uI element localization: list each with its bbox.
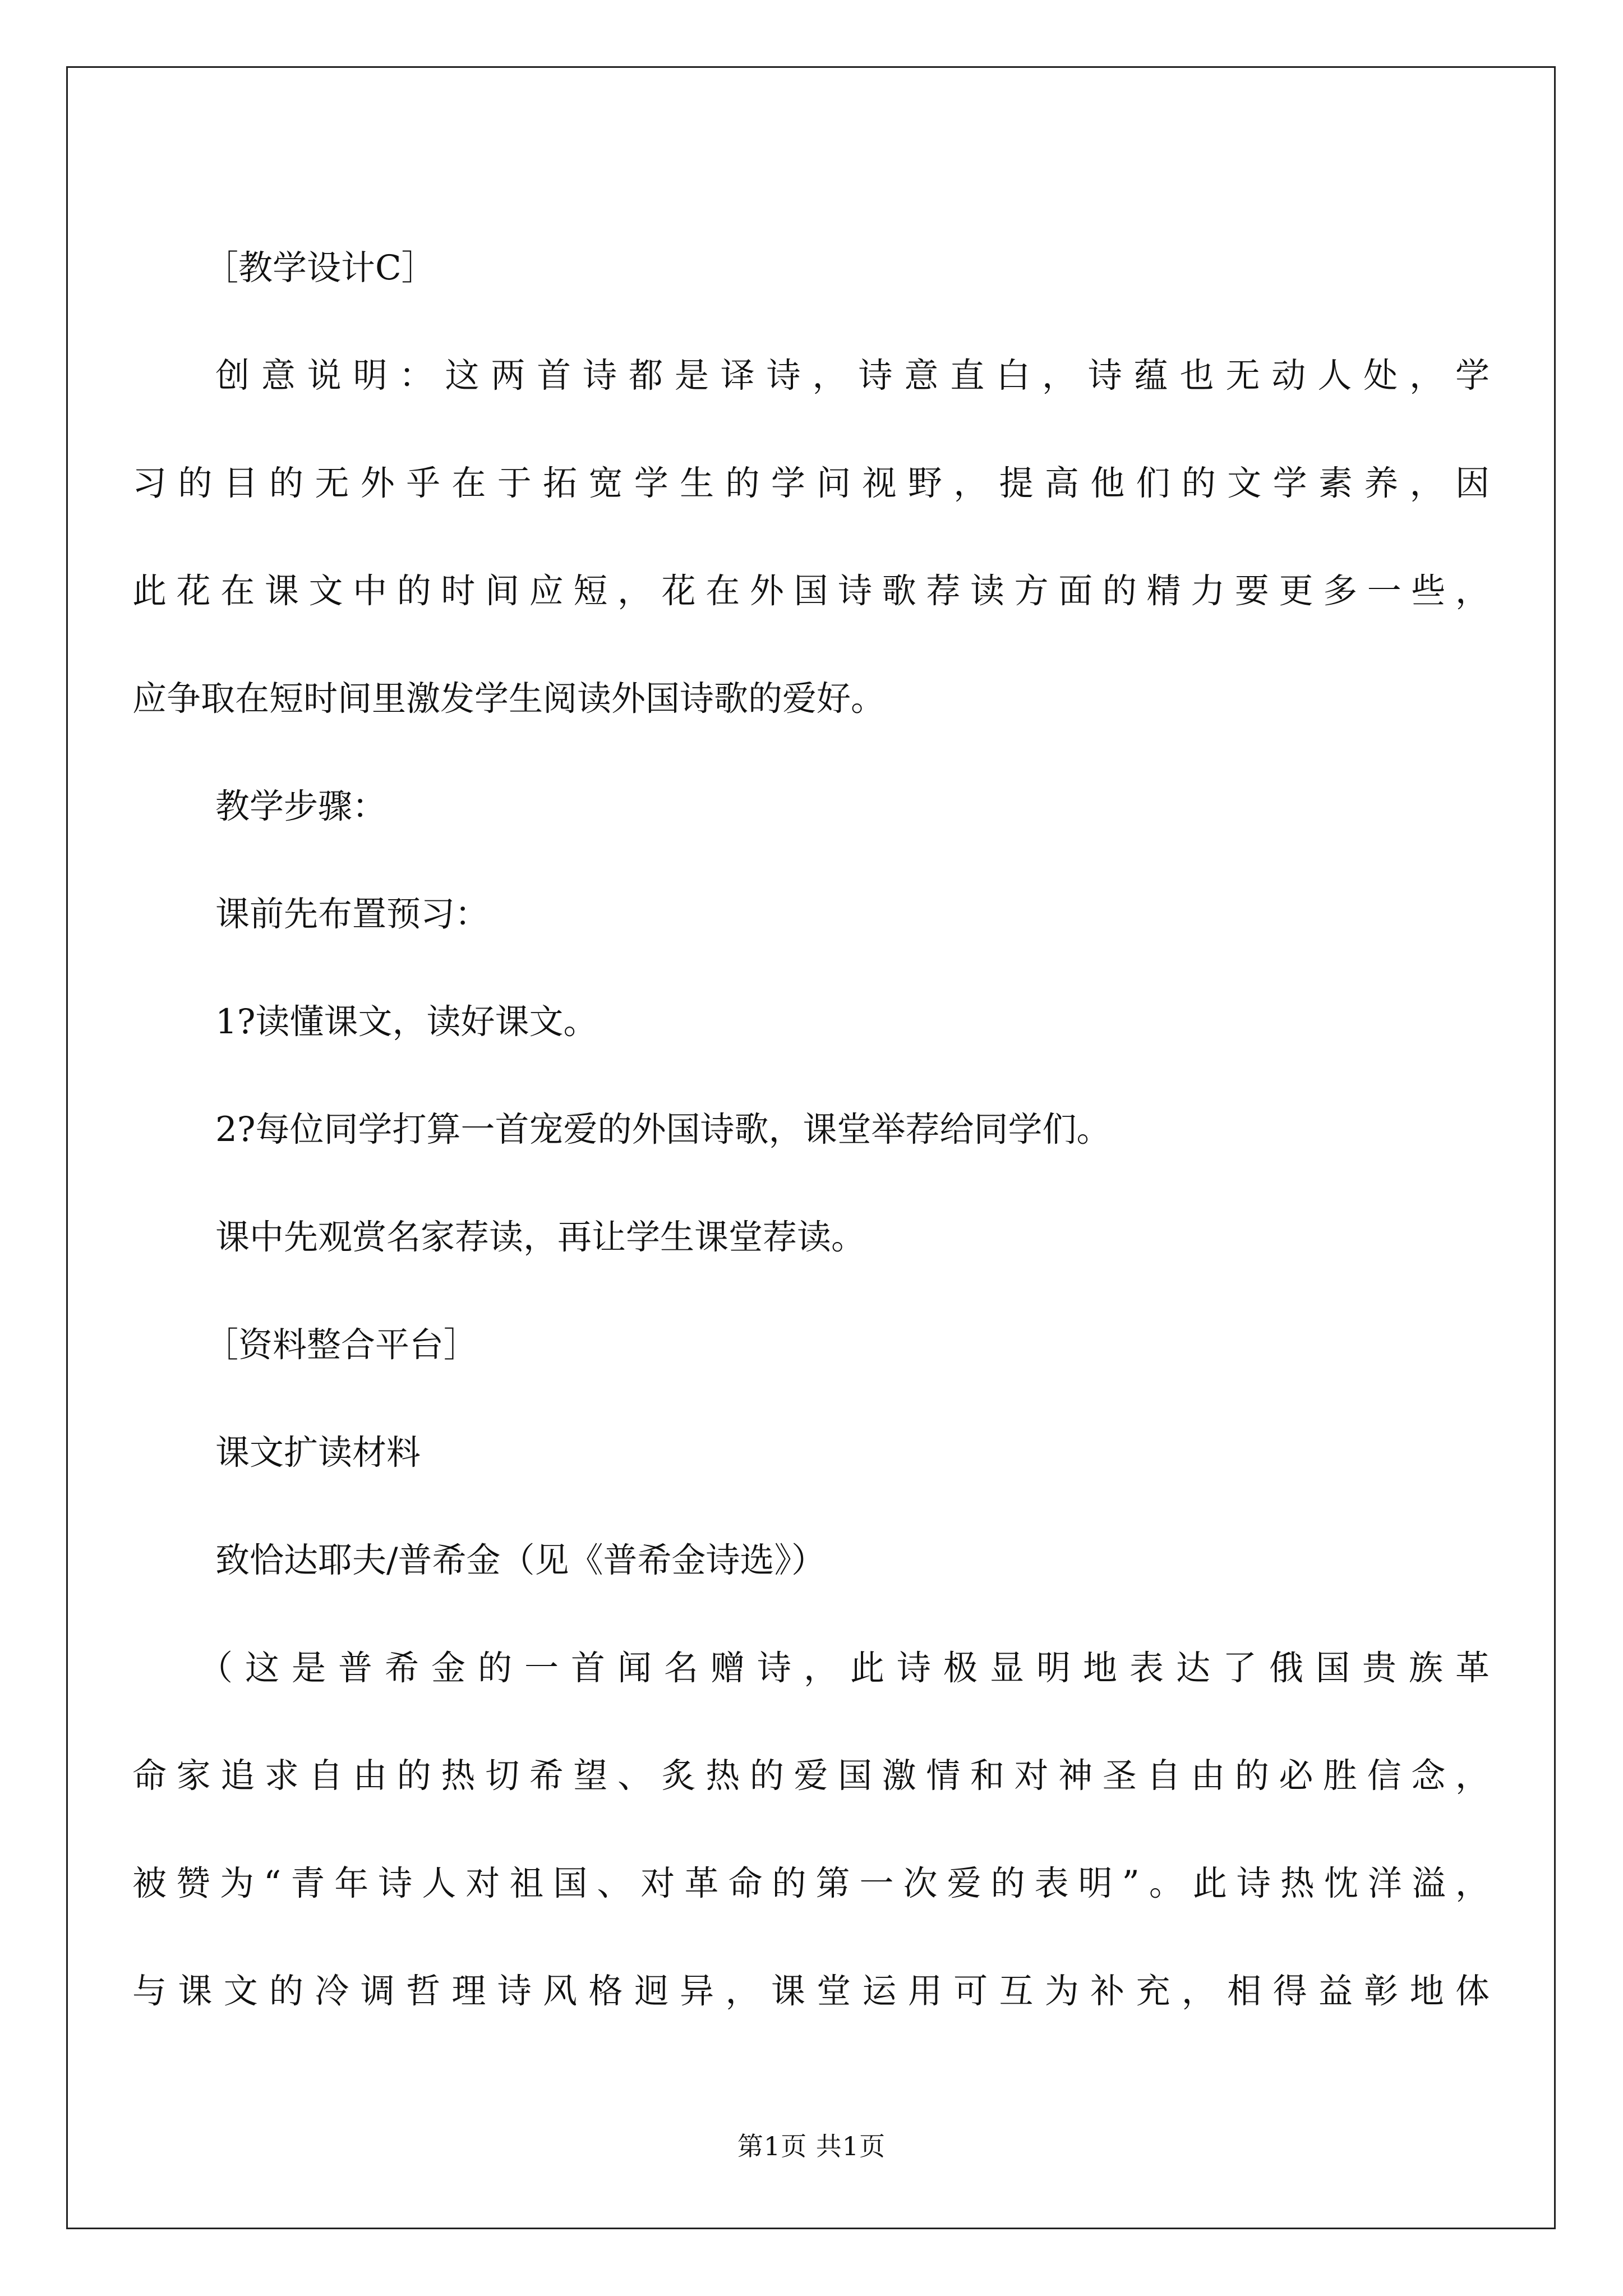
preview-item-2: 2?每位同学打算一首宠爱的外国诗歌，课堂举荐给同学们。 xyxy=(215,1110,1111,1149)
creative-description-line: 此花在课文中的时间应短，花在外国诗歌荐读方面的精力要更多一些， xyxy=(132,571,1490,611)
poem-note-line: 命家追求自由的热切希望、炙热的爱国激情和对神圣自由的必胜信念， xyxy=(132,1756,1490,1796)
creative-description-line: 习的目的无外乎在于拓宽学生的学问视野，提高他们的文学素养，因 xyxy=(132,463,1490,503)
document-body xyxy=(132,214,1490,2045)
teaching-steps-label: 教学步骤： xyxy=(215,786,387,826)
page-number-footer: 第1页 共1页 xyxy=(737,2131,886,2161)
preview-assignment-label: 课前先布置预习： xyxy=(215,894,490,934)
creative-description-paragraph xyxy=(132,322,1490,753)
poem-note-paragraph xyxy=(132,1614,1490,2045)
heading-teaching-design-c: ［教学设计C］ xyxy=(204,248,436,288)
preview-item-1: 1?读懂课文，读好课文。 xyxy=(215,1002,598,1042)
creative-description-line: 应争取在短时间里激发学生阅读外国诗歌的爱好。 xyxy=(132,679,886,719)
heading-resource-platform: ［资料整合平台］ xyxy=(204,1325,478,1365)
poem-note-line: （这是普希金的一首闻名赠诗，此诗极显明地表达了俄国贵族革 xyxy=(199,1648,1490,1688)
poem-title: 致恰达耶夫/普希金（见《普希金诗选》） xyxy=(215,1540,826,1580)
reading-material-label: 课文扩读材料 xyxy=(215,1433,421,1473)
poem-note-line: 与课文的冷调哲理诗风格迥异，课堂运用可互为补充，相得益彰地体 xyxy=(132,1971,1490,2011)
in-class-activity: 课中先观赏名家荐读，再让学生课堂荐读。 xyxy=(215,1217,866,1257)
poem-note-line: 被赞为“青年诗人对祖国、对革命的第一次爱的表明”。此诗热忱洋溢， xyxy=(132,1864,1490,1903)
creative-description-line: 创意说明：这两首诗都是译诗，诗意直白，诗蕴也无动人处，学 xyxy=(215,356,1490,395)
